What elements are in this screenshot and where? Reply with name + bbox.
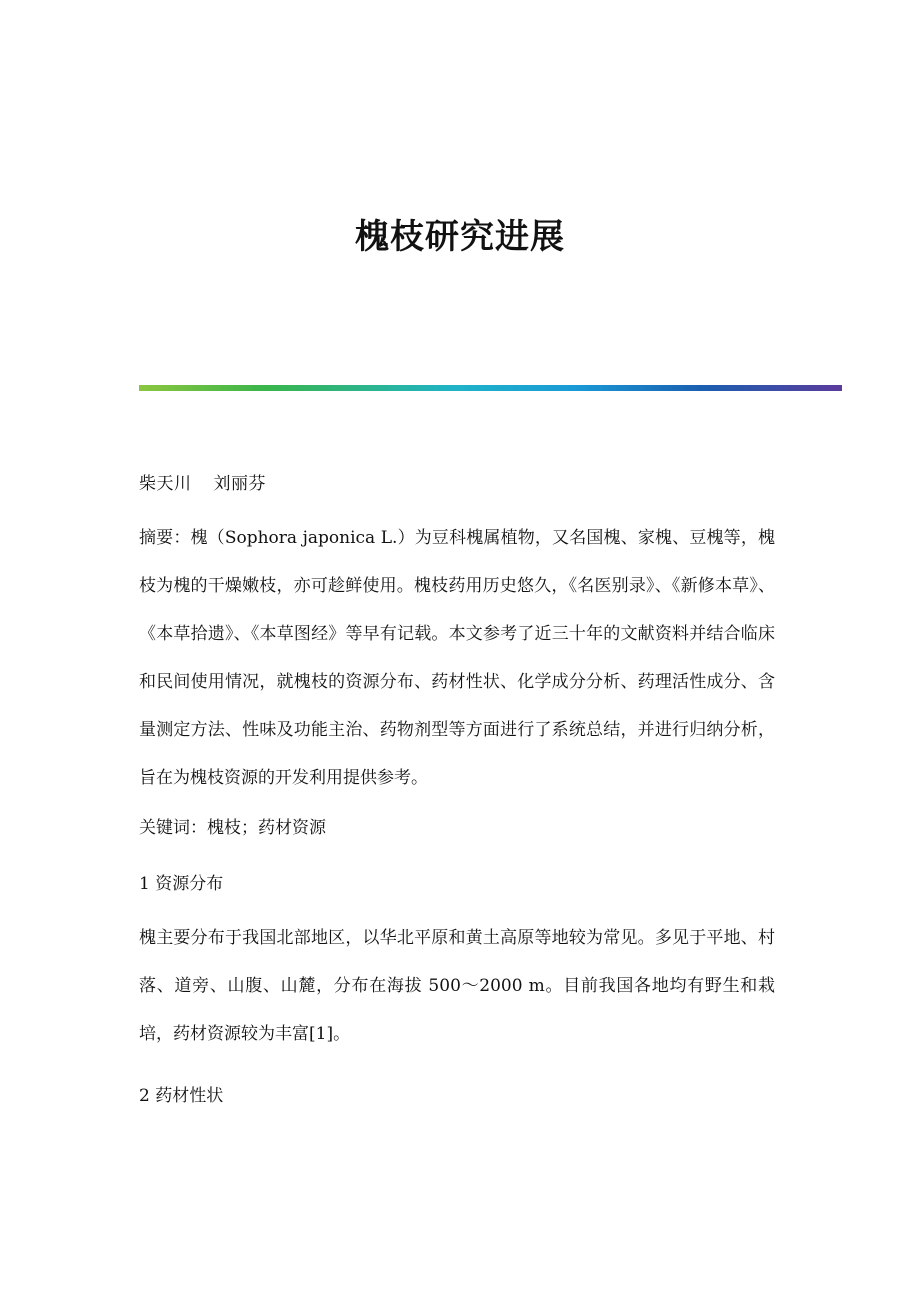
author-line xyxy=(139,466,775,502)
abstract-label: 摘要： xyxy=(139,528,191,548)
section-heading: 1 资源分布 xyxy=(139,874,224,894)
page-title: 槐枝研究进展 xyxy=(355,217,565,257)
section-heading: 2 药材性状 xyxy=(139,1086,224,1106)
keywords-text: 槐枝；药材资源 xyxy=(207,818,326,838)
author-name: 刘丽芬 xyxy=(213,474,266,494)
article-body xyxy=(139,466,775,1126)
abstract-text: 槐（Sophora japonica L.）为豆科槐属植物，又名国槐、家槐、豆槐等，槐枝为槐的干燥嫩枝，亦可趁鲜使用。槐枝药用历史悠久，《名医别录》、《新修本草》、《本草拾遗》、《本草图经》等早有记载。本文参考了近三十年的文献资料并结合临床和民间使用情况，就槐枝的资源分布、药材性状、化学成分分析、药理活性成分、含量测定方法、性味及功能主治、药物剂型等方面进行了系统总结，并进行归纳分析，旨在为槐枝资源的开发利用提供参考。 xyxy=(139,528,776,788)
abstract xyxy=(139,514,775,802)
title-divider xyxy=(139,385,842,391)
section-paragraph: 槐主要分布于我国北部地区，以华北平原和黄土高原等地较为常见。多见于平地、村落、道旁、山腹、山麓，分布在海拔 500～2000 m。目前我国各地均有野生和栽培，药材资源较为丰富[1]。 xyxy=(139,928,775,1044)
keywords xyxy=(139,810,775,846)
keywords-label: 关键词： xyxy=(139,818,207,838)
author-name: 柴天川 xyxy=(139,474,192,494)
